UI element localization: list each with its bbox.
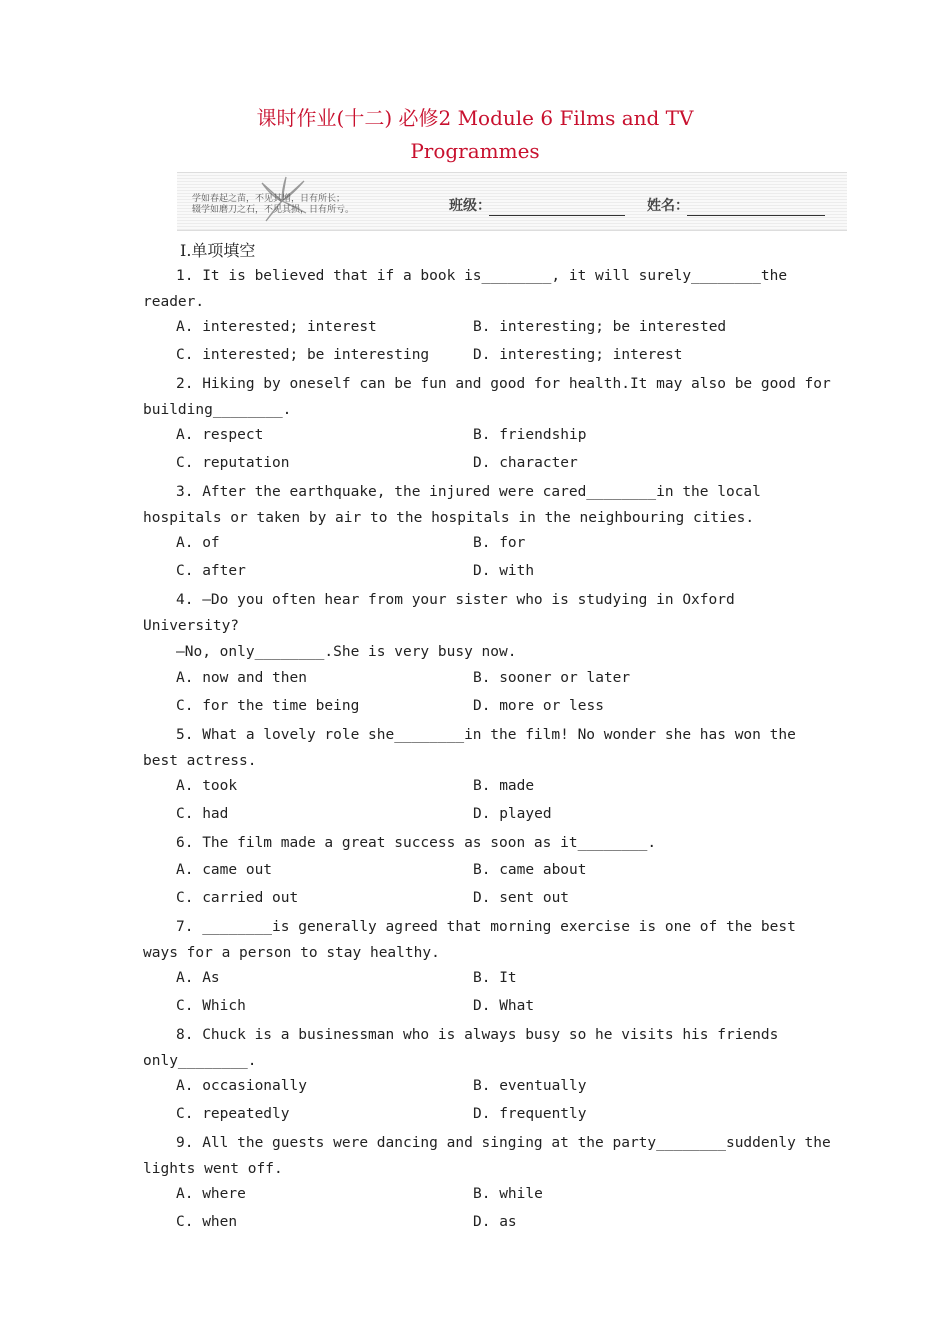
option-a[interactable]: A. As <box>176 970 220 986</box>
option-d[interactable]: D. sent out <box>473 890 570 906</box>
question-text: 1. It is believed that if a book is________, it will surely________the <box>176 268 788 284</box>
option-b[interactable]: B. for <box>473 535 526 551</box>
option-c[interactable]: C. for the time being <box>176 698 360 714</box>
option-d[interactable]: D. frequently <box>473 1106 587 1122</box>
question-text: 8. Chuck is a businessman who is always busy so he visits his friends <box>176 1027 779 1043</box>
option-c[interactable]: C. when <box>176 1214 238 1230</box>
question-text: 4. —Do you often hear from your sister who is studying in Oxford <box>176 592 735 608</box>
question-text: —No, only________.She is very busy now. <box>176 644 517 660</box>
option-b[interactable]: B. It <box>473 970 517 986</box>
option-c[interactable]: C. after <box>176 563 246 579</box>
motto-line: 学如春起之苗，不见其增，日有所长； <box>192 194 346 204</box>
question-text: ways for a person to stay healthy. <box>143 945 440 961</box>
class-field[interactable] <box>489 215 625 216</box>
option-d[interactable]: D. What <box>473 998 535 1014</box>
option-a[interactable]: A. respect <box>176 427 264 443</box>
question-text: 6. The film made a great success as soon as it________. <box>176 835 657 851</box>
option-a[interactable]: A. where <box>176 1186 246 1202</box>
section-heading: Ⅰ.单项填空 <box>180 241 256 260</box>
page-title: 课时作业(十二) 必修2 Module 6 Films and TV <box>256 106 694 130</box>
question-text: reader. <box>143 294 205 310</box>
option-c[interactable]: C. repeatedly <box>176 1106 290 1122</box>
question-text: only________. <box>143 1053 257 1069</box>
option-c[interactable]: C. reputation <box>176 455 290 471</box>
option-c[interactable]: C. Which <box>176 998 246 1014</box>
name-field[interactable] <box>687 215 825 216</box>
motto-text <box>192 194 354 216</box>
question-text: University? <box>143 618 240 634</box>
option-a[interactable]: A. interested; interest <box>176 319 377 335</box>
option-b[interactable]: B. while <box>473 1186 543 1202</box>
question-text: 5. What a lovely role she________in the film! No wonder she has won the <box>176 727 796 743</box>
name-label: 姓名： <box>647 198 689 214</box>
question-text: building________. <box>143 402 292 418</box>
option-b[interactable]: B. eventually <box>473 1078 587 1094</box>
question-text: 9. All the guests were dancing and singing at the party________suddenly the <box>176 1135 831 1151</box>
question-text: 3. After the earthquake, the injured were cared________in the local <box>176 484 761 500</box>
option-a[interactable]: A. now and then <box>176 670 307 686</box>
option-c[interactable]: C. had <box>176 806 229 822</box>
option-d[interactable]: D. played <box>473 806 552 822</box>
header-banner <box>177 172 847 231</box>
option-b[interactable]: B. came about <box>473 862 587 878</box>
option-a[interactable]: A. of <box>176 535 220 551</box>
option-a[interactable]: A. came out <box>176 862 273 878</box>
question-text: 2. Hiking by oneself can be fun and good for health.It may also be good for <box>176 376 831 392</box>
option-d[interactable]: D. as <box>473 1214 517 1230</box>
option-b[interactable]: B. made <box>473 778 535 794</box>
option-d[interactable]: D. character <box>473 455 578 471</box>
question-text: best actress. <box>143 753 257 769</box>
option-b[interactable]: B. interesting; be interested <box>473 319 727 335</box>
option-c[interactable]: C. carried out <box>176 890 299 906</box>
option-a[interactable]: A. took <box>176 778 238 794</box>
option-d[interactable]: D. with <box>473 563 535 579</box>
option-b[interactable]: B. friendship <box>473 427 587 443</box>
question-text: 7. ________is generally agreed that morning exercise is one of the best <box>176 919 796 935</box>
page-title-continued: Programmes <box>410 139 540 163</box>
option-b[interactable]: B. sooner or later <box>473 670 631 686</box>
option-d[interactable]: D. interesting; interest <box>473 347 683 363</box>
option-d[interactable]: D. more or less <box>473 698 604 714</box>
option-c[interactable]: C. interested; be interesting <box>176 347 430 363</box>
question-text: hospitals or taken by air to the hospitals in the neighbouring cities. <box>143 510 755 526</box>
option-a[interactable]: A. occasionally <box>176 1078 307 1094</box>
question-text: lights went off. <box>143 1161 283 1177</box>
motto-line: 辍学如磨刀之石，不见其损，日有所亏。 <box>192 205 355 215</box>
class-label: 班级： <box>449 198 491 214</box>
